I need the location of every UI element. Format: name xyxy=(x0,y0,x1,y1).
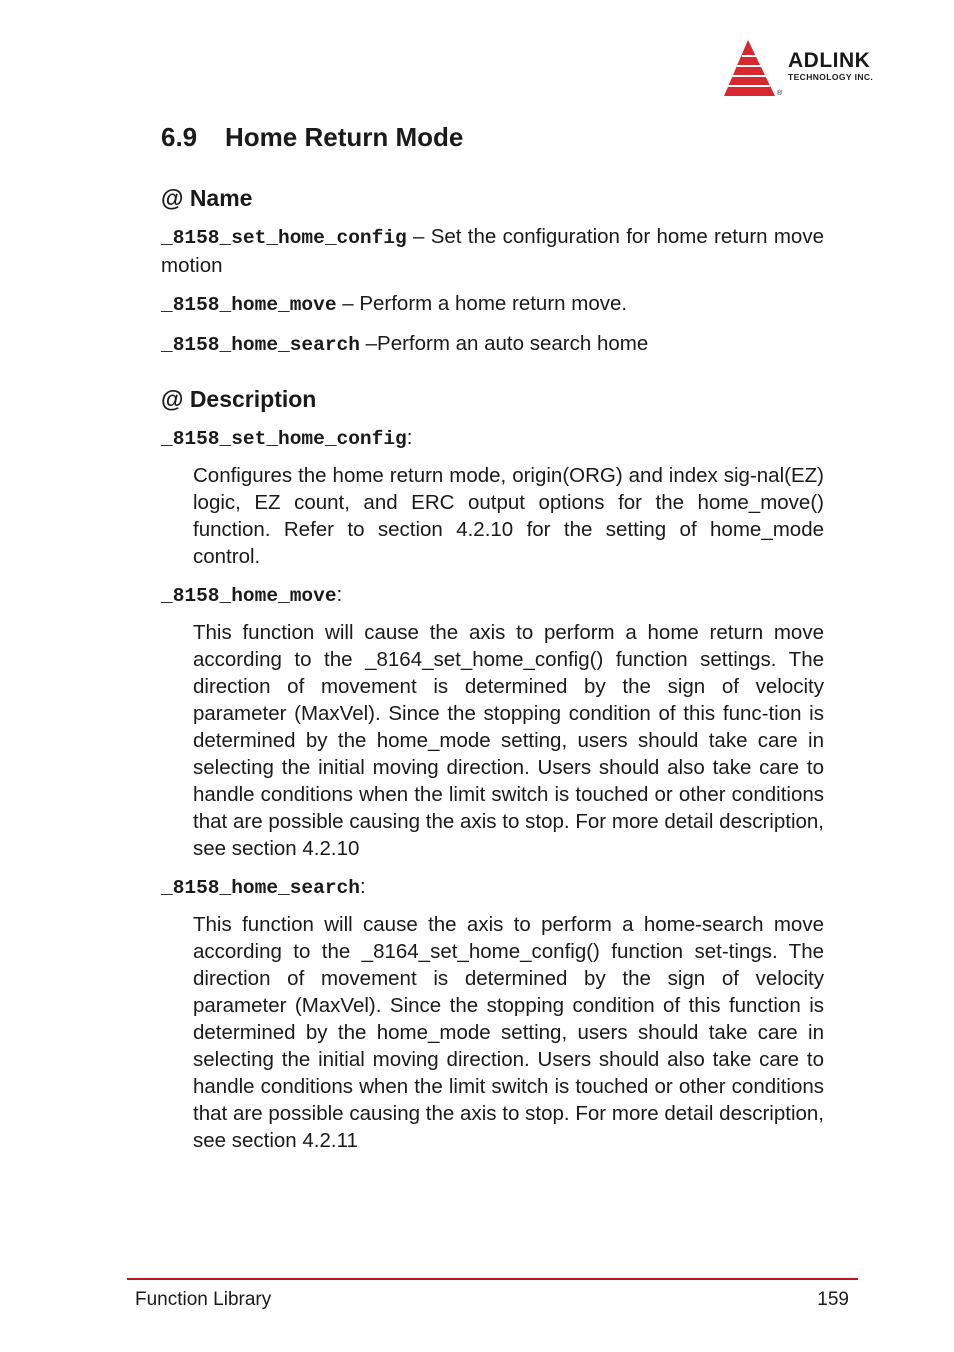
description-term xyxy=(161,424,824,453)
section-heading xyxy=(161,121,463,153)
description-text: Configures the home return mode, origin(ORG) and index sig-nal(EZ) logic, EZ count, and ERC output options for the home_move() function. Refer to section 4.2.10 for the setting of home_mode control. xyxy=(193,464,824,568)
page-number: 159 xyxy=(817,1289,849,1310)
logo-registered-mark: ® xyxy=(777,90,783,97)
term-colon: : xyxy=(406,426,413,449)
term-colon: : xyxy=(359,875,366,898)
function-summary: –Perform an auto search home xyxy=(359,332,649,355)
name-item xyxy=(161,223,824,279)
adlink-triangle-logo-icon xyxy=(722,38,782,100)
function-name: _8158_set_home_config xyxy=(161,428,407,450)
footer-rule xyxy=(127,1278,858,1280)
function-name: _8158_set_home_config xyxy=(161,227,407,249)
description-term xyxy=(161,581,824,610)
function-name: _8158_home_search xyxy=(161,334,360,356)
page-content xyxy=(161,184,824,1165)
function-name: _8158_home_move xyxy=(161,294,337,316)
description-text: This function will cause the axis to perform a home return move according to the _8164_set_home_config() function settings. The direction of movement is determined by the sign of velocity parameter (MaxVel). Since the stopping condition of this func-tion is determined by the home_mode setting, users should take care in selecting the initial moving direction. Users should also take care to handle conditions when the limit switch is touched or other conditions that are possible causing the axis to stop. For more detail description, see section 4.2.10 xyxy=(193,621,824,860)
logo-brand: ADLINK xyxy=(788,49,871,72)
description-text: This function will cause the axis to perform a home-search move according to the _8164_set_home_config() function set-tings. The direction of movement is determined by the sign of velocity parameter (MaxVel). Since the stopping condition of this function is determined by the home_mode setting, users should take care in selecting the initial moving direction. Users should also take care to handle conditions when the limit switch is touched or other conditions that are possible causing the axis to stop. For more detail description, see section 4.2.11 xyxy=(193,913,824,1152)
function-summary: – Set the configuration for home return move motion xyxy=(161,225,824,277)
description-heading: @ Description xyxy=(161,386,317,412)
function-name: _8158_home_search xyxy=(161,877,360,899)
name-item xyxy=(161,290,824,319)
section-number: 6.9 xyxy=(161,122,198,152)
function-name: _8158_home_move xyxy=(161,585,337,607)
description-term xyxy=(161,873,824,902)
function-summary: – Perform a home return move. xyxy=(336,292,628,315)
section-title: Home Return Mode xyxy=(225,122,464,152)
footer-chapter: Function Library xyxy=(135,1289,272,1310)
adlink-logo xyxy=(722,38,912,100)
name-heading: @ Name xyxy=(161,185,253,211)
name-item xyxy=(161,330,824,359)
term-colon: : xyxy=(336,583,343,606)
logo-subtitle: TECHNOLOGY INC. xyxy=(788,72,874,82)
